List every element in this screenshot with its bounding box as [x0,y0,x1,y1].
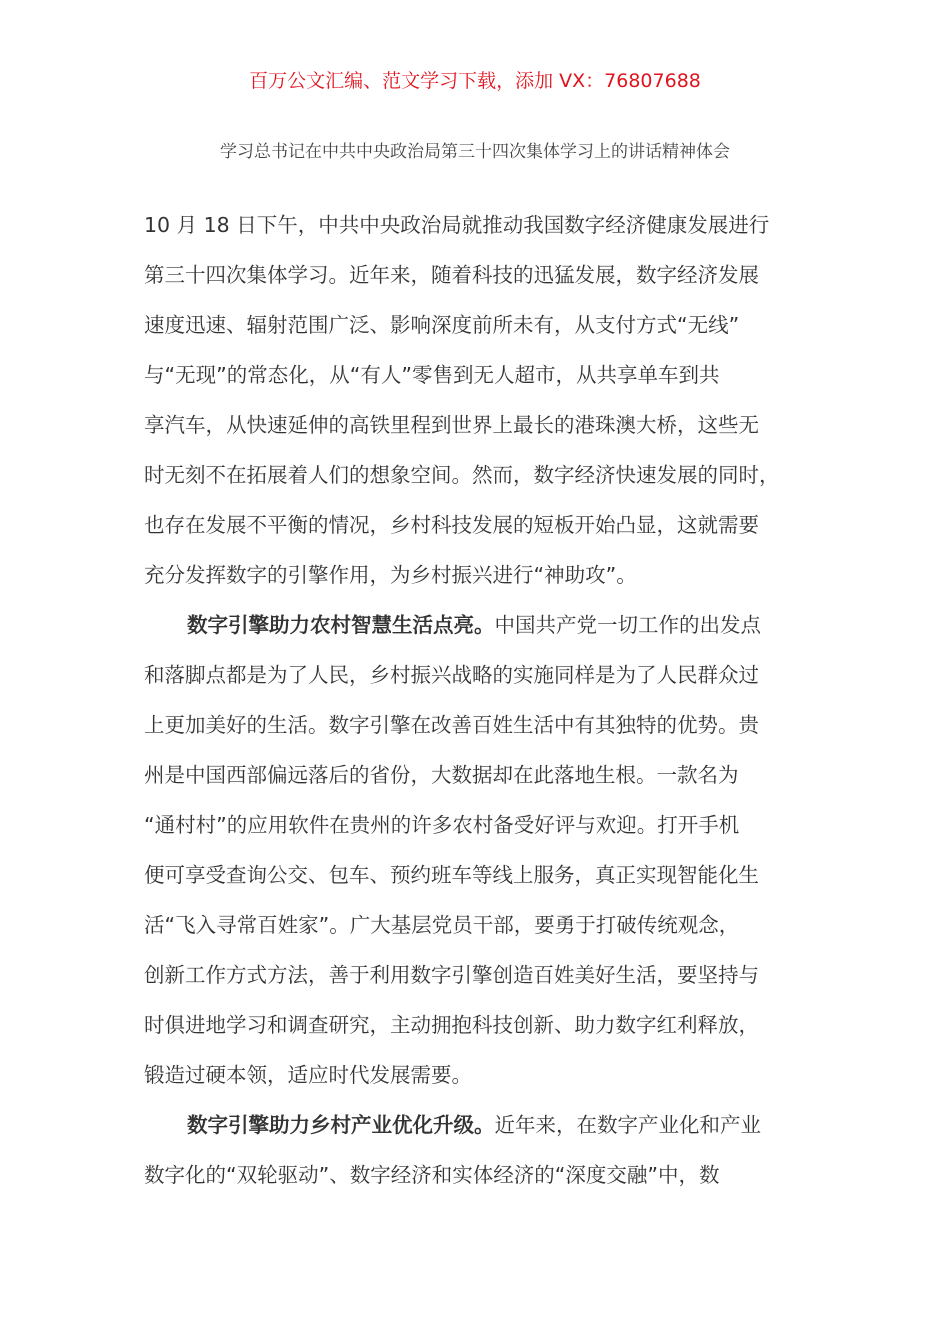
text-line: 数字化的“双轮驱动”、数字经济和实体经济的“深度交融”中，数 [144,1163,720,1187]
paragraph-text: 近年来，在数字产业化和产业 [494,1113,761,1137]
text-line: 与“无现”的常态化，从“有人”零售到无人超市，从共享单车到共 [144,363,720,387]
text-line: 速度迅速、辐射范围广泛、影响深度前所未有，从支付方式“无线” [144,313,740,337]
text-line: 时无刻不在拓展着人们的想象空间。然而，数字经济快速发展的同时， [144,463,780,487]
promo-header: 百万公文汇编、范文学习下载，添加 VX：76807688 [249,70,701,92]
text-line: 活“飞入寻常百姓家”。广大基层党员干部，要勇于打破传统观念， [144,913,740,937]
text-line: 创新工作方式方法，善于利用数字引擎创造百姓美好生活，要坚持与 [144,963,759,987]
text-line: 第三十四次集体学习。近年来，随着科技的迅猛发展，数字经济发展 [144,263,759,287]
paragraph-industry-upgrade [144,1100,794,1200]
document-title: 学习总书记在中共中央政治局第三十四次集体学习上的讲话精神体会 [220,142,730,162]
paragraph-smart-life [144,600,794,1100]
text-line: “通村村”的应用软件在贵州的许多农村备受好评与欢迎。打开手机 [144,813,740,837]
text-line: 州是中国西部偏远落后的省份，大数据却在此落地生根。一款名为 [144,763,739,787]
text-line: 享汽车，从快速延伸的高铁里程到世界上最长的港珠澳大桥，这些无 [144,413,759,437]
document-body [144,200,794,1200]
paragraph-intro [144,200,794,600]
text-line: 也存在发展不平衡的情况，乡村科技发展的短板开始凸显，这就需要 [144,513,759,537]
paragraph-heading: 数字引擎助力乡村产业优化升级。 [187,1113,495,1137]
text-line [144,600,794,650]
text-line: 10 月 18 日下午，中共中央政治局就推动我国数字经济健康发展进行 [144,213,770,237]
paragraph-heading: 数字引擎助力农村智慧生活点亮。 [187,613,495,637]
text-line: 便可享受查询公交、包车、预约班车等线上服务，真正实现智能化生 [144,863,759,887]
text-line: 锻造过硬本领，适应时代发展需要。 [144,1063,472,1087]
text-line: 充分发挥数字的引擎作用，为乡村振兴进行“神助攻”。 [144,563,637,587]
text-line [144,1100,794,1150]
text-line: 和落脚点都是为了人民，乡村振兴战略的实施同样是为了人民群众过 [144,663,759,687]
text-line: 上更加美好的生活。数字引擎在改善百姓生活中有其独特的优势。贵 [144,713,759,737]
text-line: 时俱进地学习和调查研究，主动拥抱科技创新、助力数字红利释放， [144,1013,759,1037]
paragraph-text: 中国共产党一切工作的出发点 [494,613,761,637]
